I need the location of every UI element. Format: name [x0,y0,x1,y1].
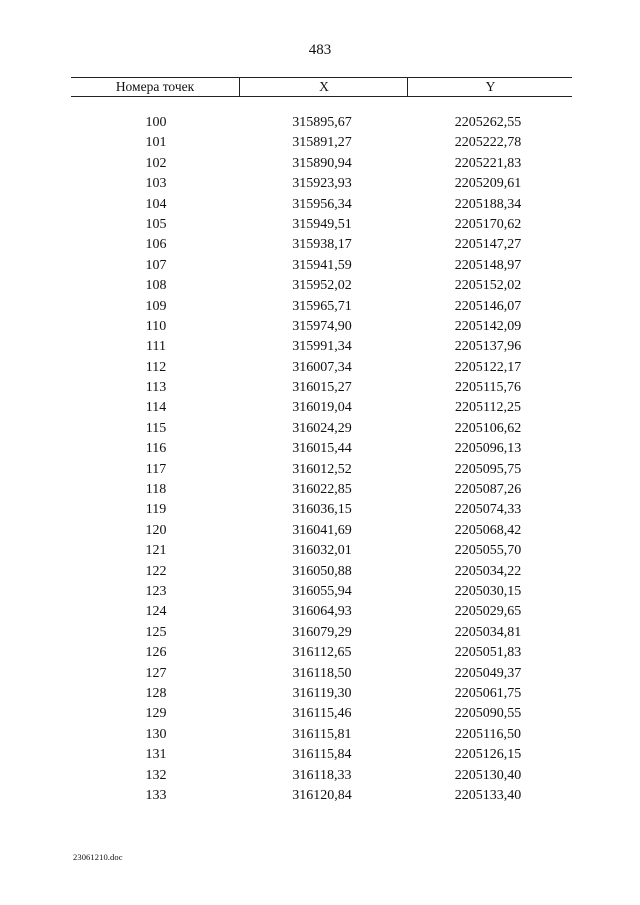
x-coordinate-cell: 315923,93 [292,176,352,192]
y-coordinate-cell: 2205051,83 [454,645,522,661]
y-coordinate-cell: 2205029,65 [454,604,522,620]
table-row [0,602,640,622]
y-coordinate-cell: 2205209,61 [454,176,522,192]
x-coordinate-cell: 316120,84 [292,787,352,803]
y-coordinate-cell: 2205152,02 [454,278,522,294]
y-coordinate-cell: 2205087,26 [454,482,522,498]
point-number-cell: 104 [145,196,167,212]
point-number-cell: 100 [145,115,167,130]
table-header [71,77,572,97]
point-number-cell: 115 [145,420,167,436]
point-number-cell: 130 [145,726,167,742]
point-number-cell: 109 [145,298,167,314]
x-coordinate-cell: 316119,30 [292,685,352,701]
table-row [0,500,640,520]
x-coordinate-cell: 316012,52 [292,461,352,477]
x-coordinate-cell: 316036,15 [292,502,352,518]
header-x: X [239,78,408,96]
y-coordinate-cell: 2205146,07 [454,298,522,314]
point-number-cell: 132 [145,767,167,783]
x-coordinate-cell: 316118,50 [292,665,352,681]
x-coordinate-cell: 315974,90 [292,318,352,334]
point-number-cell: 101 [145,135,167,151]
table-row [0,113,640,133]
x-coordinate-cell: 316118,33 [292,767,352,783]
table-row [0,521,640,541]
x-coordinate-cell: 316015,44 [292,441,352,457]
y-coordinate-cell: 2205137,96 [454,339,522,355]
table-row [0,276,640,296]
point-number-cell: 114 [145,400,167,416]
y-coordinate-cell: 2205112,25 [455,400,521,416]
x-coordinate-cell: 315991,34 [292,339,352,355]
x-coordinate-cell: 316007,34 [292,359,352,375]
y-coordinate-cell: 2205142,09 [454,318,522,334]
table-row [0,133,640,153]
point-number-cell: 125 [145,624,167,640]
y-coordinate-cell: 2205133,40 [454,787,522,803]
table-row [0,766,640,786]
x-coordinate-cell: 316115,81 [292,726,352,742]
x-coordinate-cell: 316079,29 [292,624,352,640]
table-row [0,664,640,684]
x-coordinate-cell: 316032,01 [292,543,352,559]
table-row [0,215,640,235]
point-number-cell: 121 [145,543,167,559]
table-row [0,174,640,194]
point-number-cell: 120 [145,522,167,538]
point-number-cell: 105 [145,216,167,232]
y-coordinate-cell: 2205148,97 [454,257,522,273]
table-row [0,439,640,459]
y-coordinate-cell: 2205116,50 [455,726,521,742]
y-coordinate-cell: 2205034,81 [454,624,522,640]
point-number-cell: 112 [145,359,167,375]
table-row [0,562,640,582]
table-row [0,541,640,561]
x-coordinate-cell: 316115,46 [292,706,352,722]
point-number-cell: 118 [145,482,167,498]
y-coordinate-cell: 2205049,37 [454,665,522,681]
y-coordinate-cell: 2205147,27 [454,237,522,253]
point-number-cell: 110 [145,318,167,334]
y-coordinate-cell: 2205130,40 [454,767,522,783]
x-coordinate-cell: 315941,59 [292,257,352,273]
point-number-cell: 108 [145,278,167,294]
table-row [0,786,640,806]
table-row [0,297,640,317]
point-number-cell: 127 [145,665,167,681]
y-coordinate-cell: 2205096,13 [454,441,522,457]
table-row [0,358,640,378]
x-coordinate-cell: 315895,67 [292,115,352,130]
x-coordinate-cell: 316064,93 [292,604,352,620]
point-number-cell: 107 [145,257,167,273]
point-number-cell: 113 [145,380,167,396]
table-row [0,704,640,724]
point-number-cell: 129 [145,706,167,722]
x-coordinate-cell: 315956,34 [292,196,352,212]
point-number-cell: 116 [145,441,167,457]
point-number-cell: 102 [145,155,167,171]
point-number-cell: 128 [145,685,167,701]
point-number-cell: 119 [145,502,167,518]
y-coordinate-cell: 2205126,15 [454,747,522,763]
x-coordinate-cell: 315949,51 [292,216,352,232]
point-number-cell: 111 [146,339,166,355]
y-coordinate-cell: 2205034,22 [454,563,522,579]
y-coordinate-cell: 2205074,33 [454,502,522,518]
table-row [0,460,640,480]
table-row [0,398,640,418]
page-number: 483 [308,42,332,58]
x-coordinate-cell: 316041,69 [292,522,352,538]
y-coordinate-cell: 2205221,83 [454,155,522,171]
y-coordinate-cell: 2205262,55 [454,115,522,130]
table-row [0,745,640,765]
table-row [0,317,640,337]
y-coordinate-cell: 2205030,15 [454,583,522,599]
point-number-cell: 122 [145,563,167,579]
y-coordinate-cell: 2205061,75 [454,685,522,701]
x-coordinate-cell: 316015,27 [292,380,352,396]
y-coordinate-cell: 2205068,42 [454,522,522,538]
y-coordinate-cell: 2205222,78 [454,135,522,151]
x-coordinate-cell: 315938,17 [292,237,352,253]
y-coordinate-cell: 2205055,70 [454,543,522,559]
table-row [0,582,640,602]
x-coordinate-cell: 315952,02 [292,278,352,294]
x-coordinate-cell: 315965,71 [292,298,352,314]
point-number-cell: 133 [145,787,167,803]
coordinates-table-body [0,113,640,806]
x-coordinate-cell: 316019,04 [292,400,352,416]
x-coordinate-cell: 315890,94 [292,155,352,171]
table-row [0,623,640,643]
table-row [0,725,640,745]
x-coordinate-cell: 316024,29 [292,420,352,436]
table-row [0,235,640,255]
x-coordinate-cell: 316050,88 [292,563,352,579]
x-coordinate-cell: 316115,84 [292,747,352,763]
point-number-cell: 103 [145,176,167,192]
table-row [0,684,640,704]
table-row [0,195,640,215]
footer-filename: 23061210.doc [73,852,123,862]
y-coordinate-cell: 2205188,34 [454,196,522,212]
table-row [0,643,640,663]
y-coordinate-cell: 2205106,62 [454,420,522,436]
y-coordinate-cell: 2205095,75 [454,461,522,477]
x-coordinate-cell: 316055,94 [292,583,352,599]
table-row [0,419,640,439]
y-coordinate-cell: 2205170,62 [454,216,522,232]
point-number-cell: 123 [145,583,167,599]
y-coordinate-cell: 2205090,55 [454,706,522,722]
point-number-cell: 131 [145,747,167,763]
x-coordinate-cell: 316022,85 [292,482,352,498]
table-row [0,256,640,276]
point-number-cell: 106 [145,237,167,253]
table-row [0,378,640,398]
header-y: Y [407,78,573,96]
header-point-numbers: Номера точек [115,79,195,94]
y-coordinate-cell: 2205122,17 [454,359,522,375]
table-row [0,154,640,174]
x-coordinate-cell: 316112,65 [292,645,352,661]
table-row [0,337,640,357]
point-number-cell: 124 [145,604,167,620]
x-coordinate-cell: 315891,27 [292,135,352,151]
table-row [0,480,640,500]
point-number-cell: 126 [145,645,167,661]
y-coordinate-cell: 2205115,76 [455,380,521,396]
point-number-cell: 117 [145,461,167,477]
